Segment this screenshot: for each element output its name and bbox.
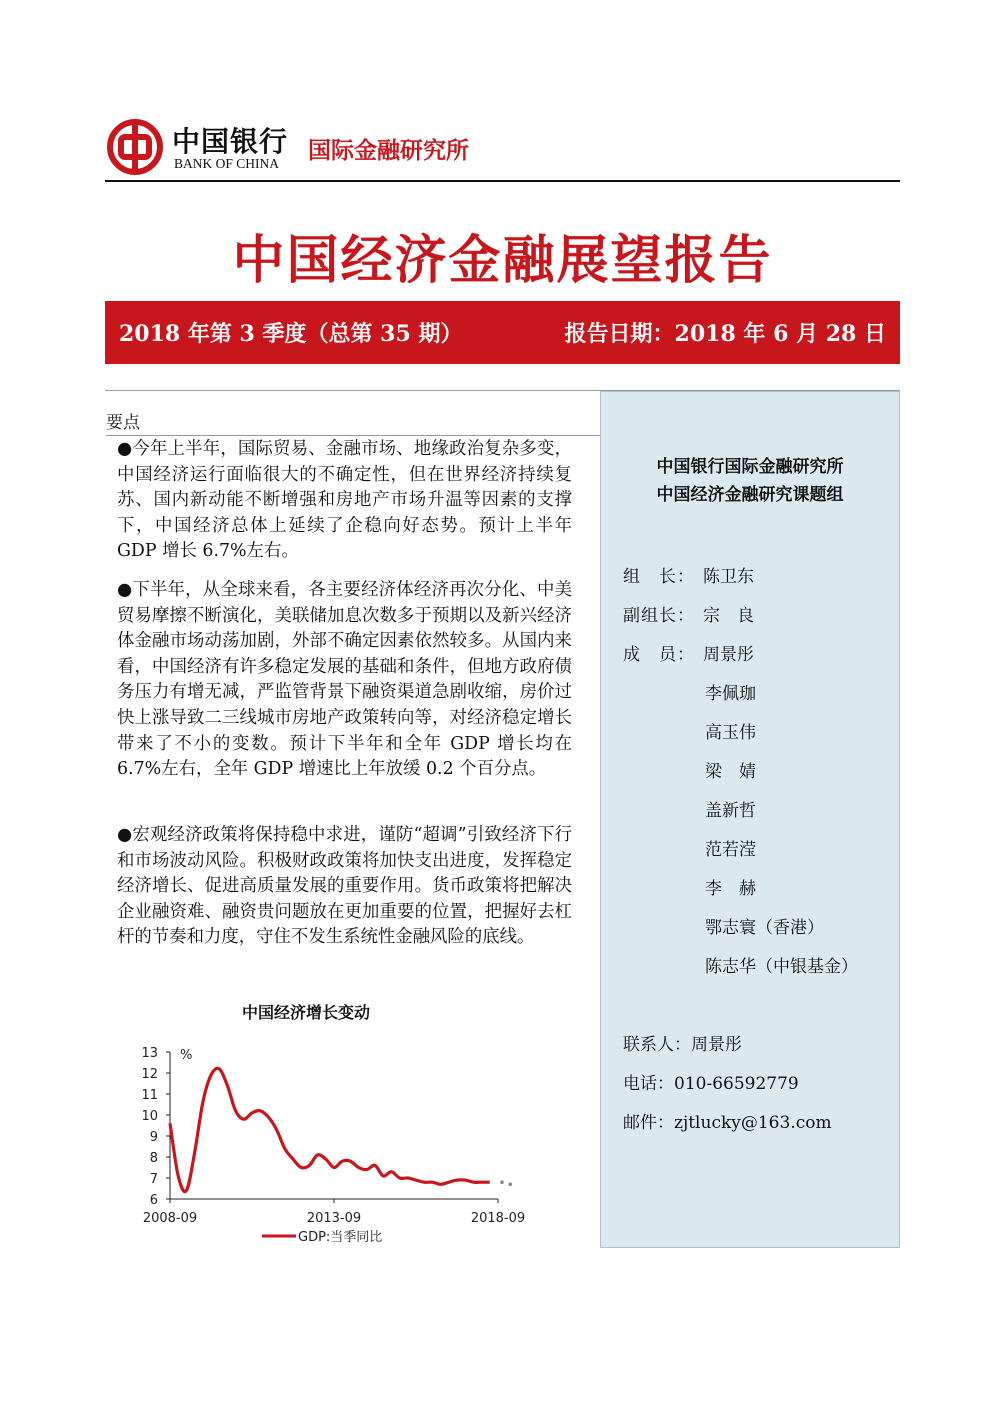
org-name-line1: 中国银行国际金融研究所 bbox=[656, 457, 844, 477]
y-unit-label: % bbox=[180, 1048, 193, 1063]
summary-paragraph: ●宏观经济政策将保持稳中求进，谨防“超调”引致经济下行和市场波动风险。积极财政政策将加快支出进度，发挥稳定经济增长、促进高质量发展的重要作用。货币政策将把解决企业融资难、融资贵问题放在更加重要的位置，把握好去杠杆的节奏和力度，守住不发生系统性金融风险的底线。 bbox=[117, 825, 572, 948]
x-tick-label: 2008-09 bbox=[142, 1211, 198, 1226]
team-member-name: 陈卫东 bbox=[703, 567, 754, 587]
phone-row bbox=[623, 1069, 799, 1094]
phone-label: 电话： bbox=[623, 1074, 674, 1094]
y-tick-label: 12 bbox=[141, 1067, 158, 1082]
deputy-leader-row bbox=[623, 601, 754, 626]
gdp-series-line bbox=[170, 1068, 490, 1191]
y-tick-label: 13 bbox=[141, 1046, 158, 1061]
institute-name: 国际金融研究所 bbox=[308, 138, 469, 164]
x-tick-label: 2013-09 bbox=[306, 1211, 362, 1226]
y-tick-label: 7 bbox=[149, 1172, 158, 1187]
summary-paragraph: ●今年上半年，国际贸易、金融市场、地缘政治复杂多变，中国经济运行面临很大的不确定性，但在世界经济持续复苏、国内新动能不断增强和房地产市场升温等因素的支撑下，中国经济总体上延续了企稳向好态势。预计上半年 GDP 增长 6.7%左右。 bbox=[117, 439, 572, 562]
issue-number: 2018 年第 3 季度（总第 35 期） bbox=[119, 321, 463, 347]
research-team-panel bbox=[600, 391, 900, 1248]
bank-logo bbox=[106, 118, 506, 180]
contact-row bbox=[623, 1030, 742, 1055]
report-title: 中国经济金融展望报告 bbox=[232, 231, 773, 291]
legend-label: GDP:当季同比 bbox=[298, 1230, 383, 1245]
email-row bbox=[623, 1108, 832, 1133]
report-date: 报告日期：2018 年 6 月 28 日 bbox=[564, 321, 886, 347]
team-member-name: 盖新哲 bbox=[705, 801, 756, 821]
y-tick-label: 11 bbox=[141, 1088, 158, 1103]
chart-legend bbox=[262, 1229, 382, 1245]
summary-paragraph: ●下半年，从全球来看，各主要经济体经济再次分化、中美贸易摩擦不断演化，美联储加息次数多于预期以及新兴经济体金融市场动荡加剧，外部不确定因素依然较多。从国内来看，中国经济有许多稳定发展的基础和条件，但地方政府债务压力有增无减，严监管背景下融资渠道急剧收缩，房价过快上涨导致二三线城市房地产政策转向等，对经济稳定增长带来了不小的变数。预计下半年和全年 GDP 增长均在 6.7%左右，全年 GDP 增速比上年放缓 0.2 个百分点。 bbox=[117, 580, 572, 780]
team-member-name: 周景彤 bbox=[703, 645, 754, 665]
team-role-label: 副组长： bbox=[623, 606, 695, 626]
team-member-name: 梁 婧 bbox=[705, 762, 756, 782]
team-member-name: 宗 良 bbox=[703, 606, 754, 626]
team-role-label: 组 长： bbox=[623, 567, 695, 587]
gdp-chart bbox=[106, 1035, 546, 1250]
team-leader-row bbox=[623, 562, 754, 587]
header-divider bbox=[105, 180, 900, 182]
team-member-name: 李佩珈 bbox=[705, 684, 756, 704]
y-tick-label: 6 bbox=[149, 1193, 158, 1208]
contact-label: 联系人： bbox=[623, 1035, 691, 1055]
section-divider bbox=[106, 435, 600, 436]
team-role-label: 成 员： bbox=[623, 645, 695, 665]
contact-name: 周景彤 bbox=[691, 1035, 742, 1055]
team-member-name: 陈志华（中银基金） bbox=[705, 957, 858, 977]
logo-english-name: BANK OF CHINA bbox=[174, 156, 280, 171]
section-heading: 要点 bbox=[106, 413, 140, 433]
team-member-name: 高玉伟 bbox=[705, 723, 756, 743]
logo-chinese-name: 中国银行 bbox=[172, 125, 289, 158]
team-member-name: 范若滢 bbox=[705, 840, 756, 860]
team-member-name: 李 赫 bbox=[705, 879, 756, 899]
members-row bbox=[623, 640, 754, 665]
y-tick-label: 9 bbox=[149, 1130, 158, 1145]
email-address[interactable]: zjtlucky@163.com bbox=[674, 1113, 832, 1133]
org-name-line2: 中国经济金融研究课题组 bbox=[656, 485, 844, 505]
bank-of-china-emblem-icon bbox=[106, 118, 164, 176]
y-tick-label: 10 bbox=[141, 1109, 158, 1124]
x-tick-label: 2018-09 bbox=[470, 1211, 526, 1226]
phone-number: 010-66592779 bbox=[674, 1074, 799, 1094]
issue-banner bbox=[105, 301, 900, 364]
team-member-name: 鄂志寰（香港） bbox=[705, 918, 824, 938]
email-label: 邮件： bbox=[623, 1113, 674, 1133]
chart-title: 中国经济增长变动 bbox=[241, 1003, 370, 1022]
projection-point bbox=[500, 1180, 504, 1184]
projection-point bbox=[508, 1183, 512, 1187]
y-tick-label: 8 bbox=[149, 1151, 158, 1166]
